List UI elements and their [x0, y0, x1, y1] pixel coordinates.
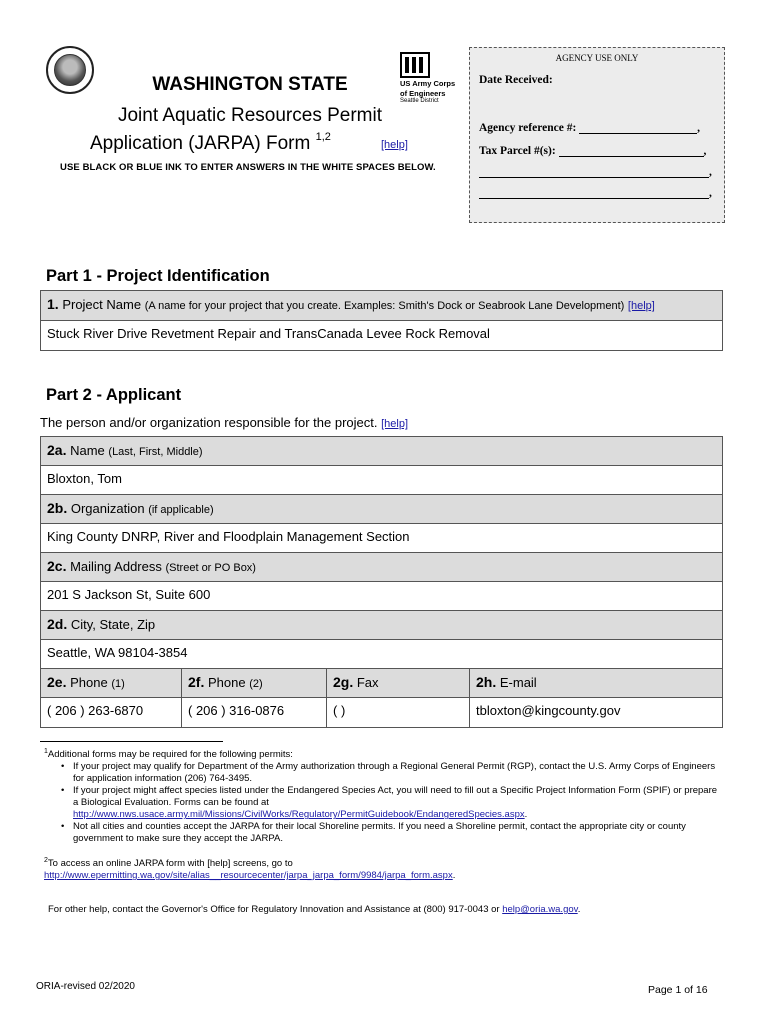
project-name-label-row	[40, 290, 723, 321]
footnote-bullet-esa-text: If your project might affect species listed under the Endangered Species Act, you will need to fill out a Specific Project Information Form (SPIF) or prepare a Biological Evaluation. Forms can be found at	[73, 785, 718, 809]
usace-name-line2: of Engineers	[400, 89, 446, 98]
phone2-value: ( 206 ) 316-0876	[188, 703, 285, 718]
form-title-jarpa-text: Application (JARPA) Form	[90, 133, 311, 154]
tax-parcel-row-2[interactable]	[479, 166, 712, 178]
q2a-label: Name	[70, 443, 105, 458]
footnote-1-marker: 1	[44, 748, 48, 755]
name-value: Bloxton, Tom	[47, 471, 122, 486]
q2d-label: City, State, Zip	[70, 617, 156, 632]
oria-email-link[interactable]: help@oria.wa.gov	[502, 904, 578, 915]
esa-forms-link[interactable]: http://www.nws.usace.army.mil/Missions/CivilWorks/Regulatory/PermitGuidebook/EndangeredSpecies.aspx	[73, 809, 525, 821]
tax-parcel-field-3[interactable]	[479, 187, 709, 199]
organization-label-row	[40, 494, 723, 524]
city-state-zip-field[interactable]	[40, 639, 723, 669]
tax-parcel-comma-2: ,	[709, 166, 712, 178]
footnote-bullet-rgp: • If your project may qualify for Department of the Army authorization through a Regional General Permit (RGP), contact the U.S. Army Corps of Engineers for application information (206) 764-3495.	[67, 761, 724, 785]
tax-parcel-field-1[interactable]	[559, 145, 704, 157]
applicant-description	[40, 415, 408, 430]
agency-reference-row[interactable]	[479, 122, 700, 134]
q2c-label: Mailing Address	[70, 559, 162, 574]
q2g-label: Fax	[356, 675, 379, 690]
mailing-address-label	[47, 558, 256, 574]
fax-value: ( )	[333, 703, 346, 718]
name-field[interactable]	[40, 465, 723, 495]
online-jarpa-period: .	[452, 870, 456, 882]
city-state-zip-label-row	[40, 610, 723, 640]
q2e-label: Phone	[70, 675, 108, 690]
date-received-label: Date Received:	[479, 74, 553, 86]
footnote-2	[44, 855, 724, 882]
fax-field[interactable]	[327, 698, 470, 727]
organization-value: King County DNRP, River and Floodplain Management Section	[47, 529, 410, 544]
ink-instructions: USE BLACK OR BLUE INK TO ENTER ANSWERS IN THE WHITE SPACES BELOW.	[60, 162, 436, 173]
footnote-2-text	[44, 855, 724, 870]
agency-use-title: AGENCY USE ONLY	[555, 53, 639, 63]
agency-reference-label: Agency reference #:	[479, 122, 577, 134]
project-name-value: Stuck River Drive Revetment Repair and TransCanada Levee Rock Removal	[47, 326, 490, 341]
other-help	[48, 904, 728, 916]
washington-state-seal-icon	[46, 46, 94, 94]
project-name-field[interactable]	[40, 320, 723, 351]
footnote-1-intro-text: Additional forms may be required for the following permits:	[47, 749, 293, 761]
q2c-hint: (Street or PO Box)	[165, 562, 256, 574]
tax-parcel-field-2[interactable]	[479, 166, 709, 178]
footnote-1-list	[44, 761, 724, 845]
q2h-number: 2h.	[476, 674, 497, 690]
q1-hint: (A name for your project that you create. Examples: Smith's Dock or Seabrook Lane Development)	[144, 300, 625, 312]
organization-field[interactable]	[40, 523, 723, 553]
phone2-label-cell	[182, 669, 327, 697]
online-jarpa-link[interactable]: http://www.epermitting.wa.gov/site/alias__resourcecenter/jarpa_jarpa_form/9984/jarpa_form.aspx	[44, 870, 453, 882]
footnote-1	[44, 746, 724, 845]
name-label-row	[40, 436, 723, 466]
agency-use-box	[469, 47, 725, 223]
contact-label-row	[40, 668, 723, 698]
footnote-2-intro: To access an online JARPA form with [help] screens, go to	[47, 858, 293, 870]
phone1-label	[47, 674, 125, 690]
email-label-cell	[470, 669, 722, 697]
other-help-text: For other help, contact the Governor's Office for Regulatory Innovation and Assistance at (800) 917-0043 or	[48, 904, 500, 915]
email-field[interactable]	[470, 698, 722, 727]
mailing-address-field[interactable]	[40, 581, 723, 611]
tax-parcel-row-3[interactable]	[479, 187, 712, 199]
revision-note: ORIA-revised 02/2020	[36, 981, 135, 992]
q2a-hint: (Last, First, Middle)	[108, 446, 203, 458]
page-number: Page 1 of 16	[648, 984, 708, 996]
city-state-zip-value: Seattle, WA 98104-3854	[47, 645, 188, 660]
q2b-hint: (if applicable)	[148, 504, 214, 516]
footnote-2-link-line	[44, 870, 724, 882]
phone1-label-cell	[41, 669, 182, 697]
email-value: tbloxton@kingcounty.gov	[476, 703, 621, 718]
phone2-label	[188, 674, 263, 690]
part1-table	[40, 290, 723, 352]
fax-label-cell	[327, 669, 470, 697]
part2-heading: Part 2 - Applicant	[46, 386, 182, 404]
usace-district: Seattle District	[400, 98, 439, 104]
part1-heading: Part 1 - Project Identification	[46, 267, 270, 285]
help-link-title[interactable]: [help]	[381, 139, 408, 151]
footnote-2-marker: 2	[44, 857, 48, 864]
footnote-bullet-shoreline: • Not all cities and counties accept the JARPA for their local Shoreline permits. If you need a Shoreline permit, contact the appropriate city or county government to make sure they accept the JARPA.	[67, 821, 724, 845]
q2g-number: 2g.	[333, 674, 354, 690]
footnote-bullet-esa	[67, 785, 724, 821]
help-link-project-name[interactable]: [help]	[627, 300, 655, 312]
q1-number: 1.	[47, 296, 59, 312]
form-title-jarpa	[90, 133, 331, 155]
agency-reference-field[interactable]	[579, 122, 697, 134]
phone1-value: ( 206 ) 263-6870	[47, 703, 144, 718]
oria-email-period: .	[577, 904, 581, 915]
tax-parcel-row[interactable]	[479, 145, 706, 157]
mailing-address-value: 201 S Jackson St, Suite 600	[47, 587, 211, 602]
tax-parcel-comma-3: ,	[709, 187, 712, 199]
agency-reference-comma: ,	[697, 122, 701, 134]
email-label	[476, 674, 537, 690]
tax-parcel-comma-1: ,	[703, 145, 707, 157]
contact-value-row	[40, 697, 723, 728]
phone1-field[interactable]	[41, 698, 182, 727]
esa-link-period: .	[524, 809, 528, 821]
q2h-label: E-mail	[499, 675, 537, 690]
q2b-number: 2b.	[47, 500, 68, 516]
form-title-state: WASHINGTON STATE	[152, 74, 348, 95]
usace-castle-icon	[400, 52, 430, 78]
q2f-label: Phone	[207, 675, 246, 690]
usace-logo	[400, 52, 462, 105]
organization-label	[47, 500, 214, 516]
q2a-number: 2a.	[47, 442, 67, 458]
q2d-number: 2d.	[47, 616, 68, 632]
footnote-1-intro	[44, 746, 724, 761]
city-state-zip-label	[47, 616, 155, 632]
q2f-number: 2f.	[188, 674, 205, 690]
part2-table	[40, 436, 723, 729]
q2e-hint: (1)	[111, 678, 125, 690]
q2b-label: Organization	[70, 501, 145, 516]
usace-name-line1: US Army Corps	[400, 79, 456, 88]
help-link-applicant[interactable]: [help]	[381, 418, 409, 430]
form-title-permit: Joint Aquatic Resources Permit	[117, 105, 382, 126]
phone2-field[interactable]	[182, 698, 327, 727]
q2c-number: 2c.	[47, 558, 67, 574]
applicant-description-text: The person and/or organization responsible for the project.	[40, 415, 378, 430]
form-title-footnote-ref: 1,2	[315, 131, 331, 143]
footnote-divider	[40, 741, 223, 742]
q2f-hint: (2)	[249, 678, 263, 690]
q1-label: Project Name	[62, 297, 142, 312]
mailing-address-label-row	[40, 552, 723, 582]
q2e-number: 2e.	[47, 674, 67, 690]
fax-label	[333, 674, 379, 690]
name-label	[47, 442, 203, 458]
project-name-label	[47, 296, 655, 312]
tax-parcel-label: Tax Parcel #(s):	[479, 145, 556, 157]
